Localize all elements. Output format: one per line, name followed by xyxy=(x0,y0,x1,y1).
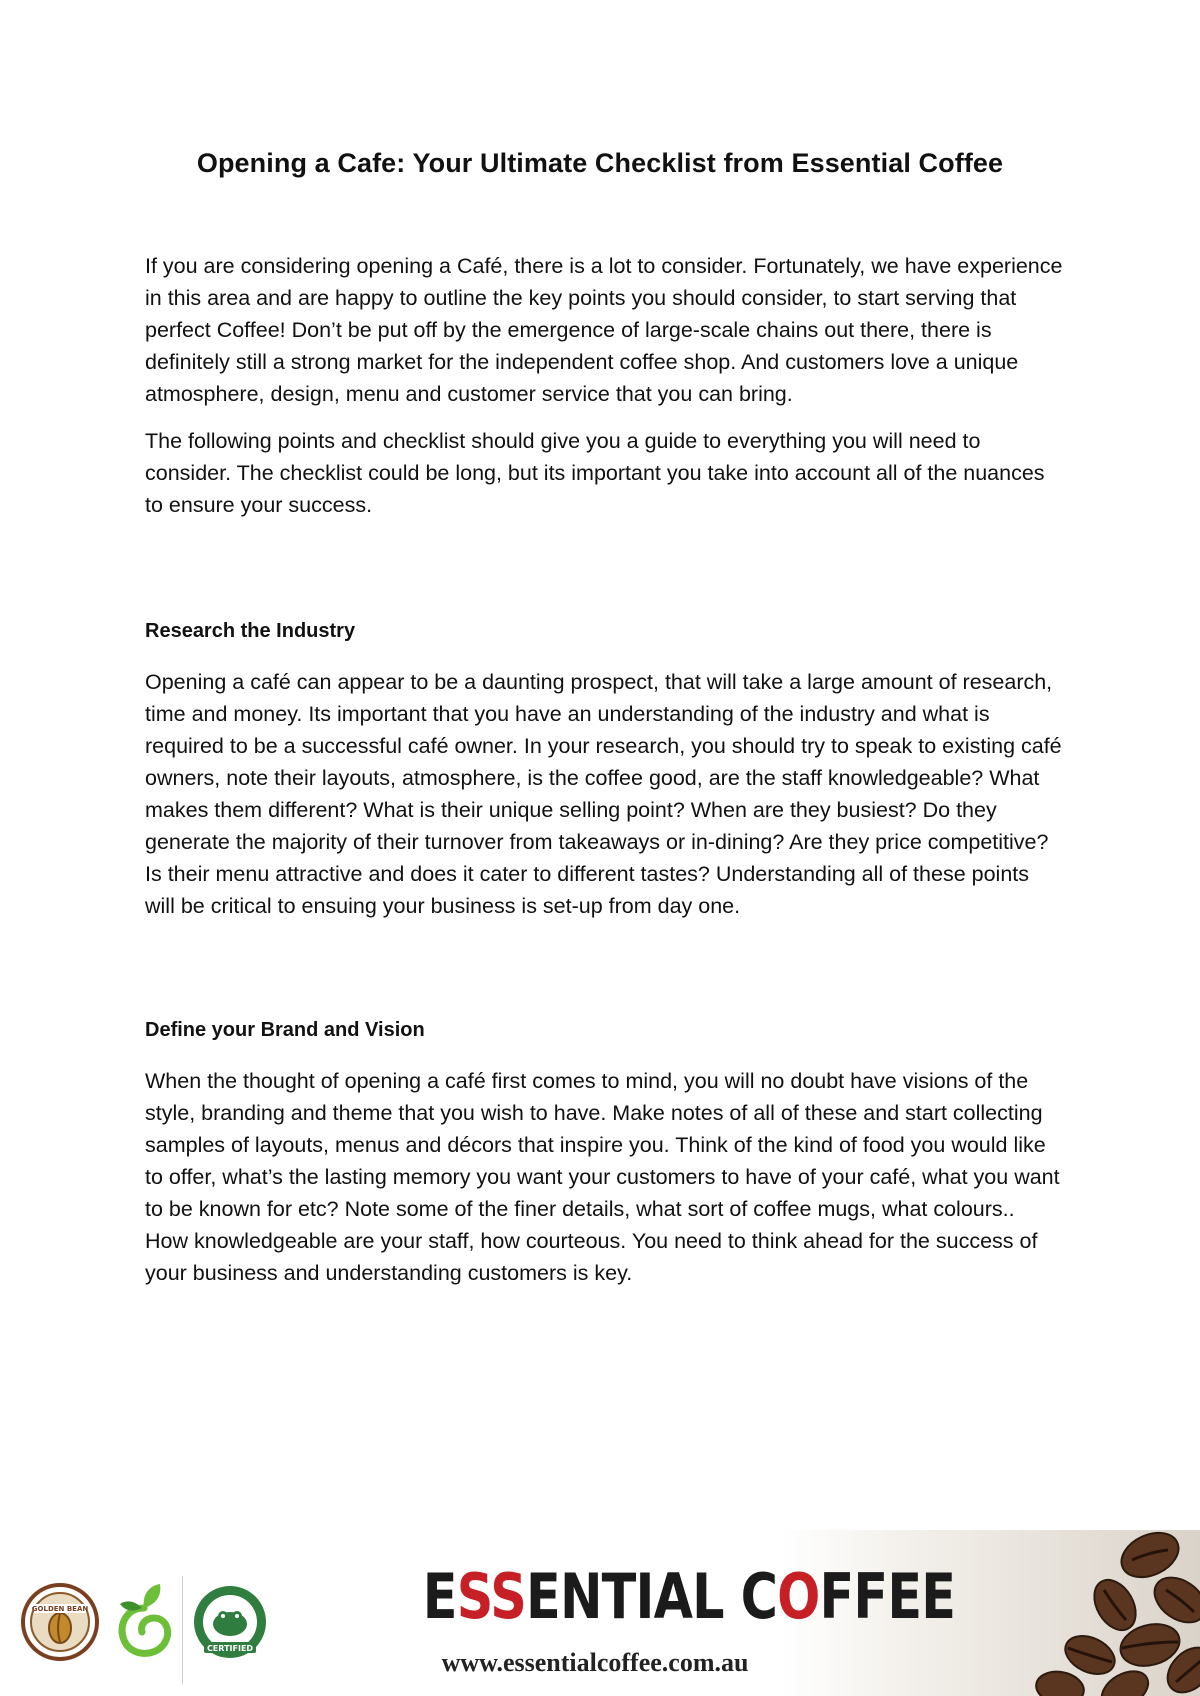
essential-coffee-logo xyxy=(422,1560,956,1633)
intro-text xyxy=(145,250,1063,536)
brand-letters-accent: SS xyxy=(456,1560,527,1633)
intro-paragraph: If you are considering opening a Café, there is a lot to consider. Fortunately, we have experience in this area and are happy to outline the key points you should consider, to start serving that perfect Coffee! Don’t be put off by the emergence of large-scale chains out there, there is definitely still a strong market for the independent coffee shop. And customers love a unique atmosphere, design, menu and customer service that you can bring. xyxy=(145,254,1063,406)
brand-letters: ENTIAL C xyxy=(526,1560,778,1633)
golden-bean-award-logo xyxy=(20,1582,100,1662)
golden-bean-logo-text: GOLDEN BEAN xyxy=(31,1605,89,1613)
section-paragraph: Opening a café can appear to be a daunting prospect, that will take a large amount of research, time and money. Its important that you have an understanding of the industry and what is required to be a successful café owner. In your research, you should try to speak to existing café owners, note their layouts, atmosphere, is the coffee good, are the staff knowledgeable? What makes them different? What is their unique selling point? When are they busiest? Do they generate the majority of their turnover from takeaways or in-dining? Are they price competitive? Is their menu attractive and does it cater to different tastes? Understanding all of these points will be critical to ensuing your business is set-up from day one. xyxy=(145,670,1062,918)
brand-letters-accent: O xyxy=(777,1560,820,1633)
rainforest-logo-text: CERTIFIED xyxy=(206,1644,254,1653)
page-title: Opening a Cafe: Your Ultimate Checklist from Essential Coffee xyxy=(196,148,1004,178)
brand-letters: E xyxy=(422,1560,457,1633)
rainforest-alliance-logo xyxy=(190,1582,270,1662)
logo-divider xyxy=(182,1576,183,1684)
brand-letters: FFEE xyxy=(819,1560,956,1633)
section-body-research xyxy=(145,666,1063,937)
section-heading-research: Research the Industry xyxy=(145,620,356,642)
section-body-brand xyxy=(145,1065,1063,1304)
section-heading-brand: Define your Brand and Vision xyxy=(145,1019,425,1041)
page-footer xyxy=(0,1530,1200,1696)
section-paragraph: When the thought of opening a café first comes to mind, you will no doubt have visions of the style, branding and theme that you wish to have. Make notes of all of these and start collecting samples of layouts, menus and décors that inspire you. Think of the kind of food you would like to offer, what’s the lasting memory you want your customers to have of your café, what you want to be known for etc? Note some of the finer details, what sort of coffee mugs, what colours.. How knowledgeable are your staff, how courteous. You need to think ahead for the success of your business and understanding customers is key. xyxy=(145,1069,1060,1285)
intro-paragraph: The following points and checklist should give you a guide to everything you will need to consider. The checklist could be long, but its important you take into account all of the nuances to ensure your success. xyxy=(145,429,1045,517)
sustainability-leaf-logo xyxy=(108,1578,180,1664)
website-url[interactable]: www.essentialcoffee.com.au xyxy=(441,1648,749,1677)
